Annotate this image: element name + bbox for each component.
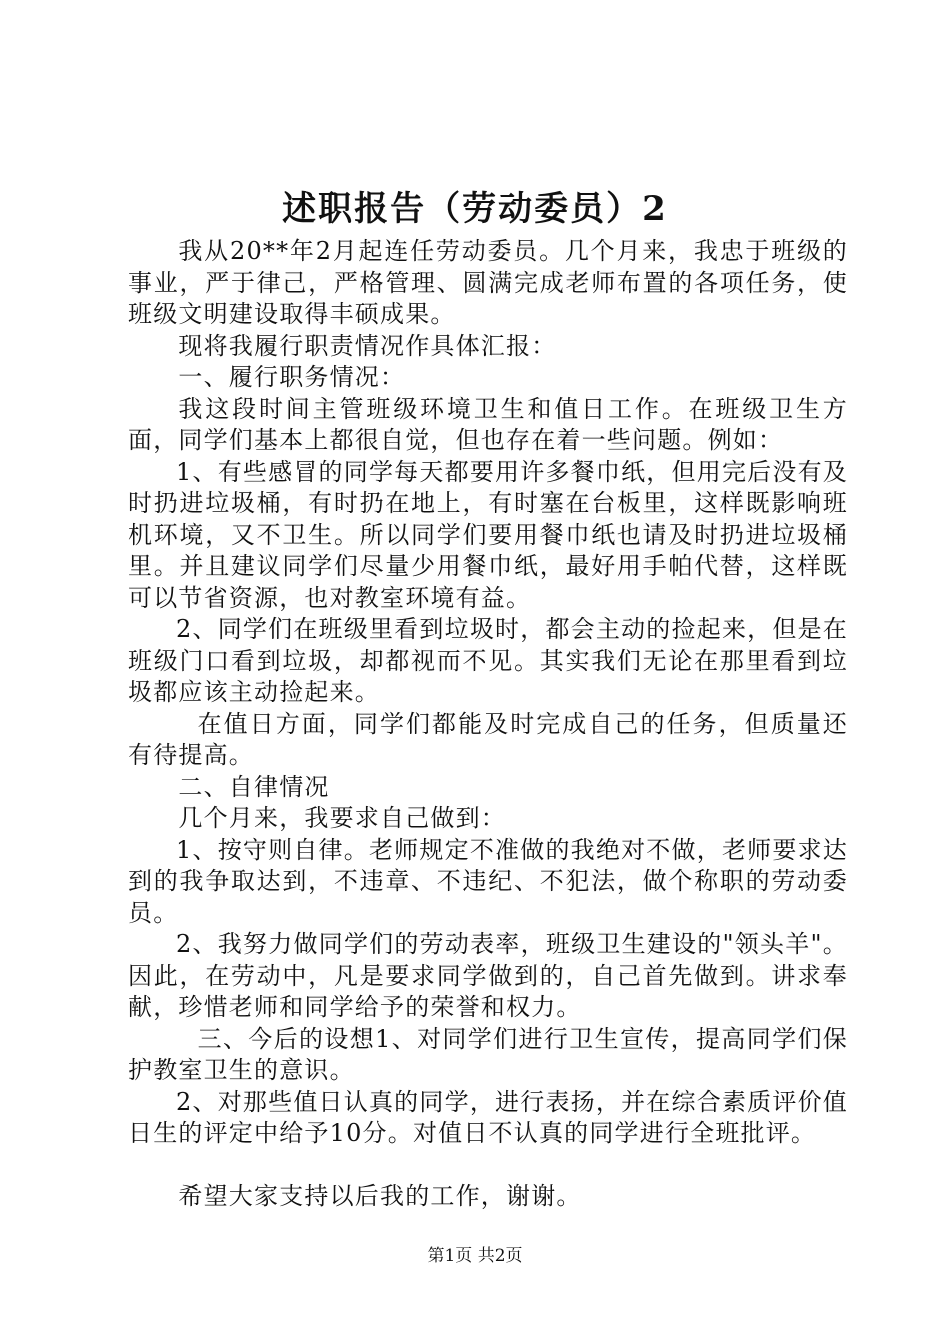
paragraph-plan-2: 2、对那些值日认真的同学，进行表扬，并在综合素质评价值日生的评定中给予10分。对值日不认真的同学进行全班批评。 [128, 1087, 848, 1147]
paragraph-issue-1: 1、有些感冒的同学每天都要用许多餐巾纸，但用完后没有及时扔进垃圾桶，有时扔在地上，有时塞在台板里，这样既影响班机环境，又不卫生。所以同学们要用餐巾纸也请及时扔进垃圾桶里。并且建议同学们尽量少用餐巾纸，最好用手帕代替，这样既可以节省资源，也对教室环境有益。 [128, 457, 848, 612]
section-heading-future-plans: 三、今后的设想1、对同学们进行卫生宣传，提高同学们保护教室卫生的意识。 [128, 1024, 848, 1084]
document-body [128, 236, 848, 1212]
paragraph-closing: 希望大家支持以后我的工作，谢谢。 [178, 1181, 582, 1210]
document-title: 述职报告（劳动委员）2 [282, 189, 668, 229]
paragraph-spacer [128, 1150, 848, 1181]
page-footer: 第1页 共2页 [427, 1246, 523, 1266]
paragraph-intro: 我从20**年2月起连任劳动委员。几个月来，我忠于班级的事业，严于律己，严格管理、圆满完成老师布置的各项任务，使班级文明建设取得丰硕成果。 [128, 237, 848, 328]
paragraph-duty-quality: 在值日方面，同学们都能及时完成自己的任务，但质量还有待提高。 [128, 709, 848, 769]
paragraph-discipline-1: 1、按守则自律。老师规定不准做的我绝对不做，老师要求达到的我争取达到，不违章、不违纪、不犯法，做个称职的劳动委员。 [128, 835, 848, 927]
paragraph-duties-overview: 我这段时间主管班级环境卫生和值日工作。在班级卫生方面，同学们基本上都很自觉，但也存在着一些问题。例如： [128, 394, 848, 454]
section-heading-duties: 一、履行职务情况： [178, 363, 406, 391]
paragraph-discipline-2: 2、我努力做同学们的劳动表率，班级卫生建设的"领头羊"。因此，在劳动中，凡是要求同学做到的，自己首先做到。讲求奉献，珍惜老师和同学给予的荣誉和权力。 [128, 930, 848, 1021]
paragraph-report-lead: 现将我履行职责情况作具体汇报： [178, 331, 557, 360]
section-heading-self-discipline: 二、自律情况 [178, 772, 330, 801]
paragraph-self-discipline-lead: 几个月来，我要求自己做到： [178, 804, 506, 832]
paragraph-issue-2: 2、同学们在班级里看到垃圾时，都会主动的捡起来，但是在班级门口看到垃圾，却都视而不见。其实我们无论在那里看到垃圾都应该主动捡起来。 [128, 615, 848, 706]
